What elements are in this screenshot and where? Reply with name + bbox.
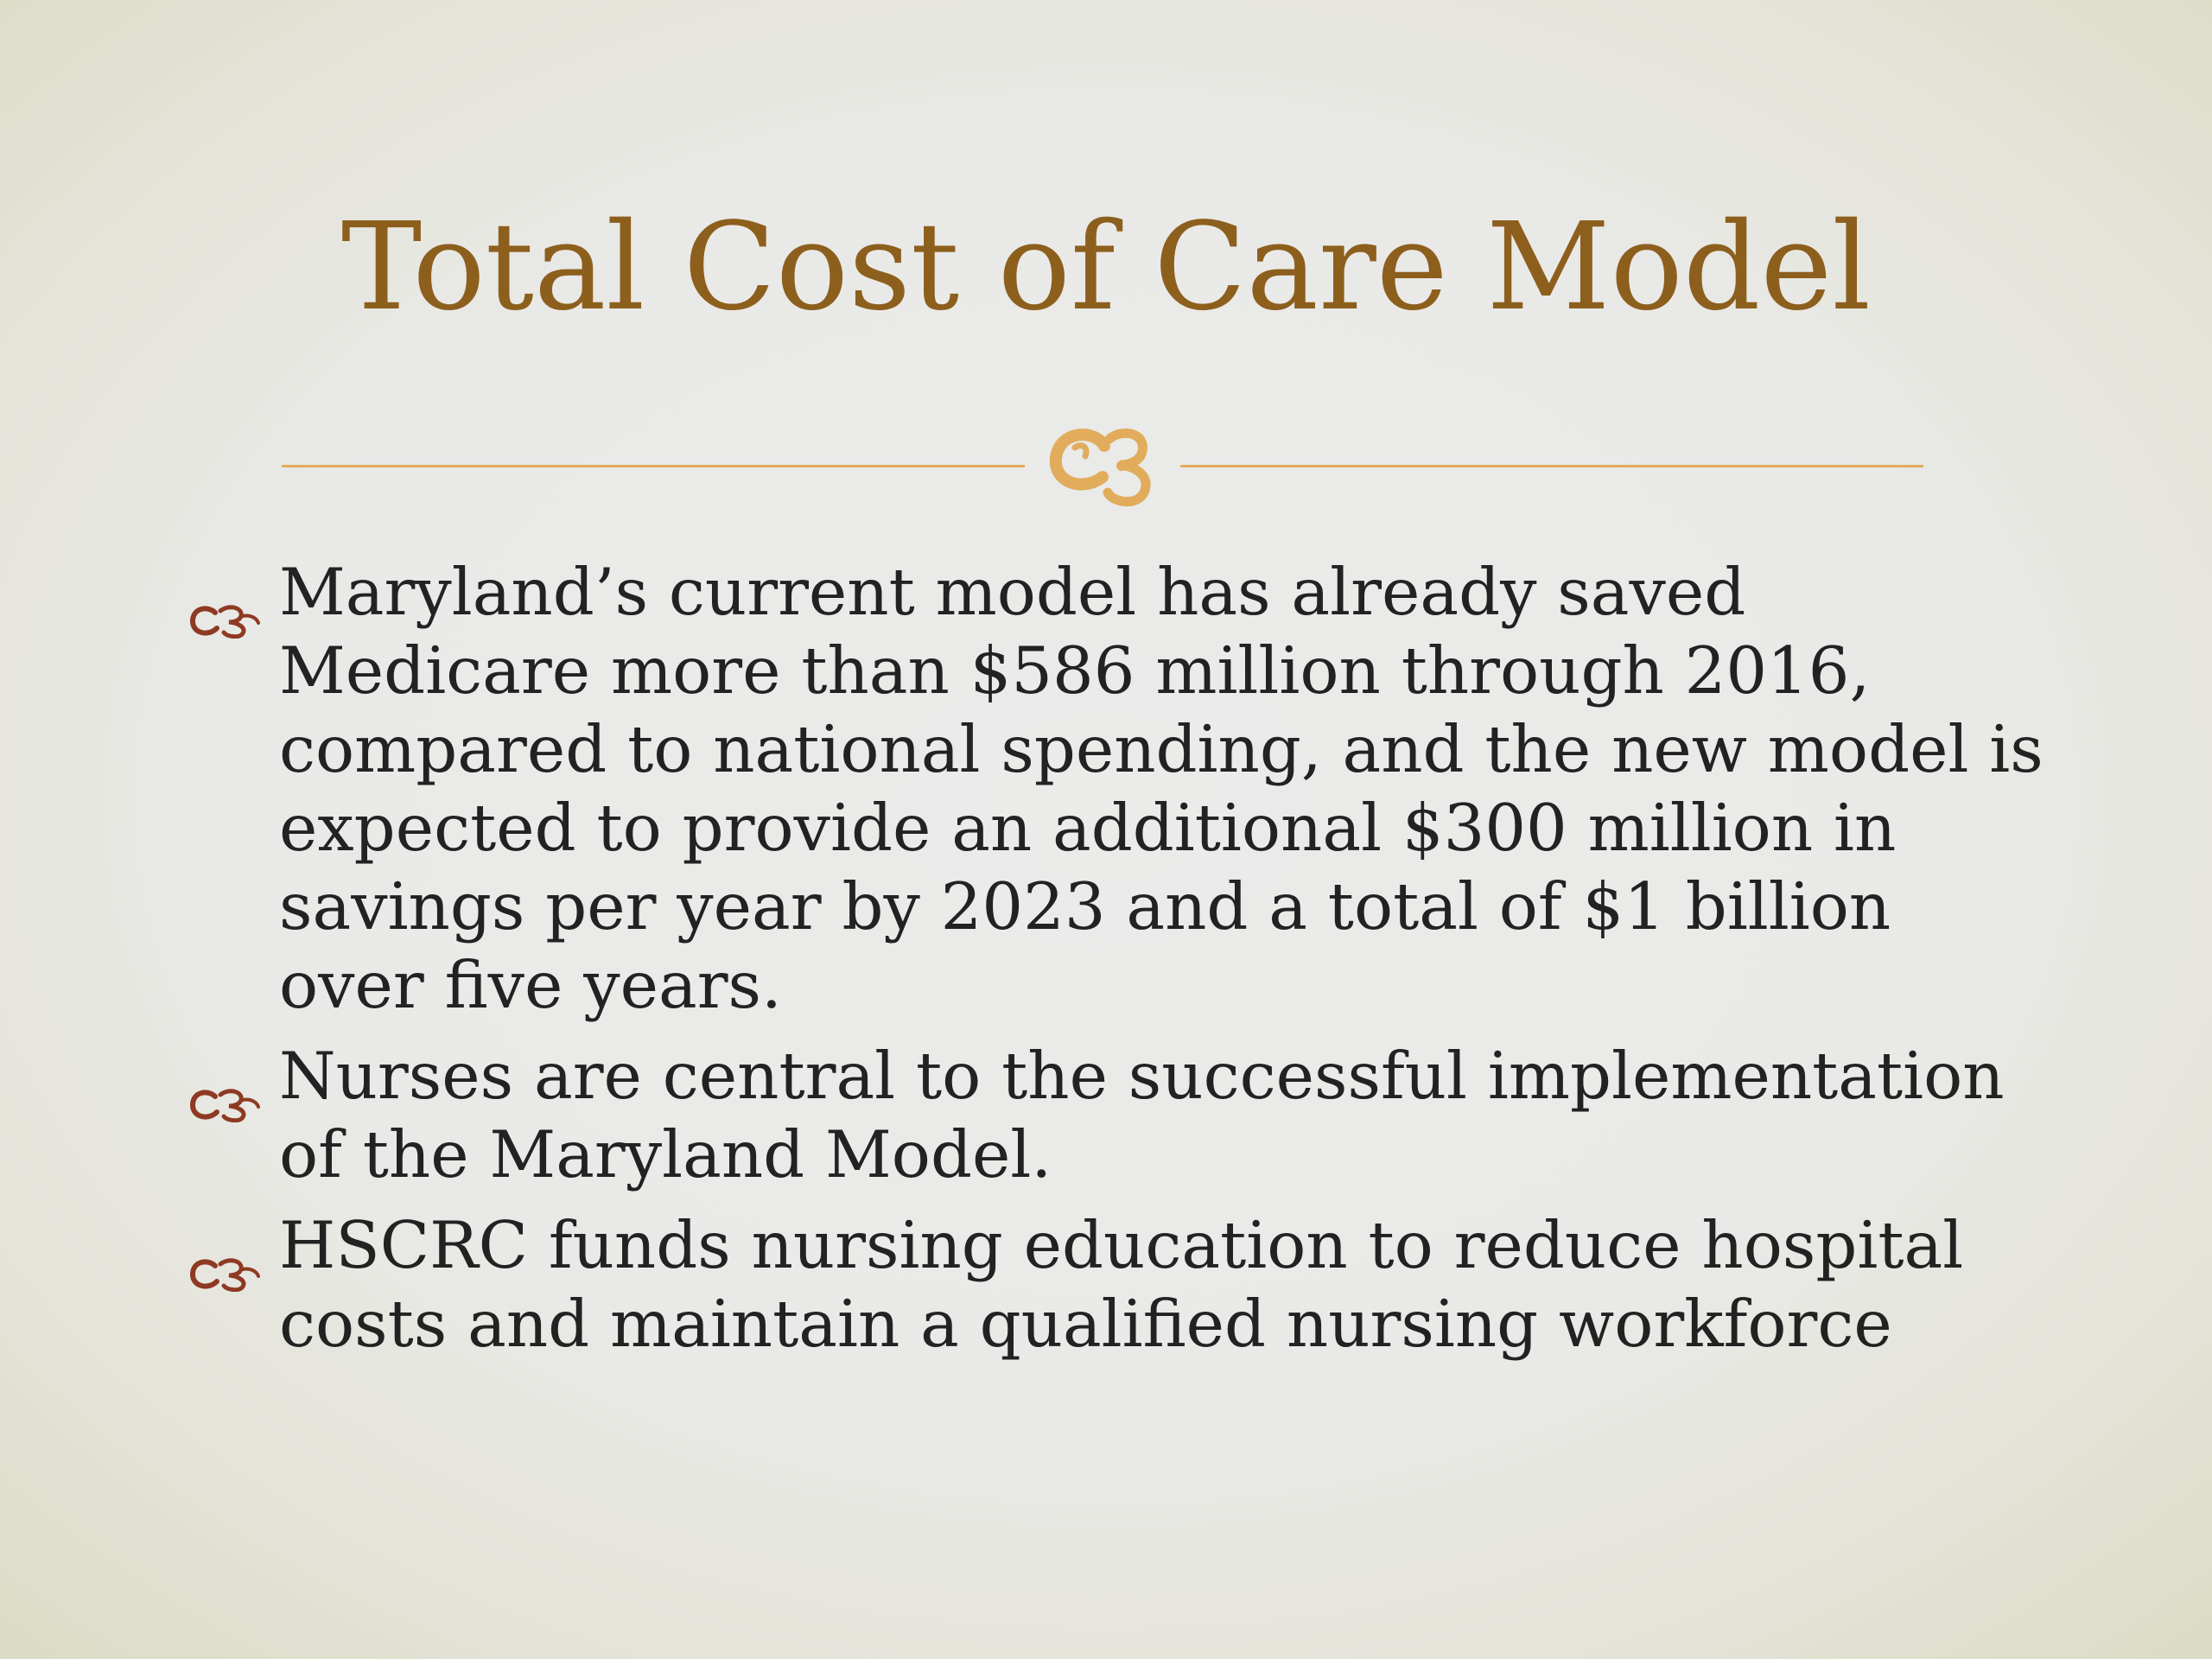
flourish-bullet-icon [189,1230,262,1265]
list-item [186,1037,2044,1194]
bullet-text: HSCRC funds nursing education to reduce hospital costs and maintain a qualified nursing workforce [279,1207,1964,1362]
list-item [186,1206,2044,1363]
flourish-bullet-icon [189,577,262,612]
slide-title: Total Cost of Care Model [340,197,1872,338]
bullet-text: Nurses are central to the successful implementation of the Maryland Model. [279,1038,2005,1192]
bullet-list [186,553,2044,1376]
flourish-bullet-icon [189,1061,262,1096]
bullet-text: Maryland’s current model has already saved Medicare more than $586 million through 2016, compared to national spending, and the new model is expected to provide an additional $300 million in savings per year by 2023 and a total of $1 billion over five years. [279,554,2044,1023]
divider-line-right [1180,465,1923,467]
title-divider [282,413,1923,508]
flourish-ornament-icon [1025,413,1180,508]
divider-line-left [282,465,1025,467]
list-item [186,553,2044,1025]
